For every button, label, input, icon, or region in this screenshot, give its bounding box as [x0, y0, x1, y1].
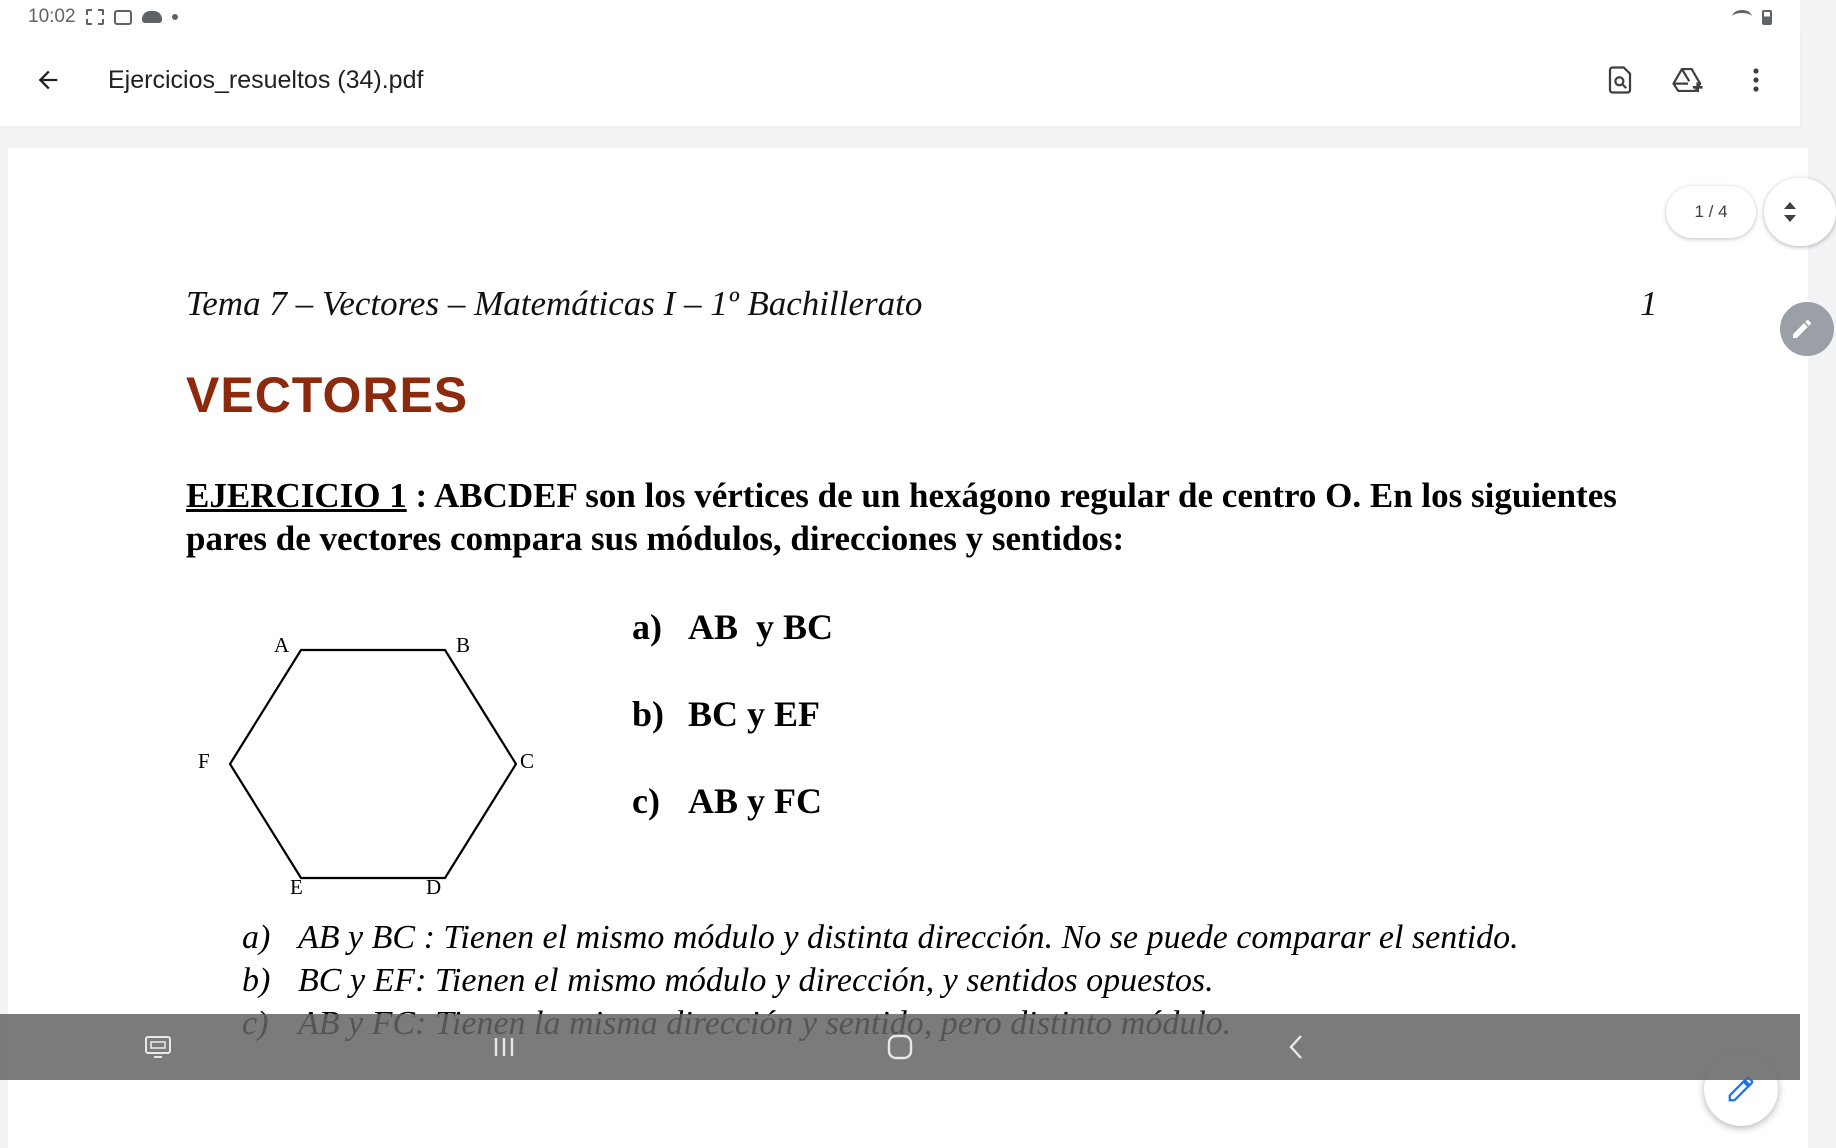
- more-vert-icon: [1752, 67, 1760, 93]
- page-counter: 1 / 4: [1666, 186, 1756, 238]
- keyboard-icon: [144, 1035, 172, 1059]
- back-button[interactable]: [20, 52, 76, 108]
- home-button[interactable]: [860, 1014, 940, 1080]
- chevron-left-icon: [1288, 1034, 1304, 1060]
- status-bar: [0, 0, 1800, 34]
- home-icon: [887, 1034, 913, 1060]
- scroll-arrows-icon: [1782, 198, 1798, 226]
- add-to-drive-icon: [1671, 65, 1705, 95]
- annotation-tab[interactable]: [1780, 302, 1834, 356]
- option-b: b) BC y EF: [632, 694, 821, 734]
- exercise-statement: [186, 474, 1646, 560]
- vertex-label-e: E: [290, 875, 303, 899]
- fast-scroll-handle[interactable]: [1764, 178, 1836, 246]
- wifi-icon: [1732, 10, 1752, 24]
- exercise-label: EJERCICIO 1: [186, 476, 407, 515]
- navigation-bar: [0, 1014, 1800, 1080]
- document-title: Ejercicios_resueltos (34).pdf: [108, 65, 424, 94]
- page-number: 1: [1640, 284, 1658, 323]
- pdf-viewer[interactable]: [0, 126, 1800, 1014]
- exercise-text: : ABCDEF son los vértices de un hexágono regular de centro O. En los siguientes pares de vectores compara sus módulos, direcciones y sentidos:: [186, 476, 1617, 558]
- app-bar: [0, 34, 1800, 126]
- find-in-page-icon: [1605, 65, 1635, 95]
- vertex-label-d: D: [426, 875, 442, 899]
- find-in-page-button[interactable]: [1596, 56, 1644, 104]
- recents-icon: [492, 1036, 516, 1058]
- page-header: Tema 7 – Vectores – Matemáticas I – 1º Bachillerato: [186, 284, 923, 323]
- vertex-label-c: C: [520, 749, 535, 773]
- battery-icon: [1762, 10, 1772, 25]
- back-nav-button[interactable]: [1256, 1014, 1336, 1080]
- clock: 10:02: [28, 6, 76, 27]
- document-heading: VECTORES: [186, 367, 469, 423]
- pdf-page: [8, 148, 1808, 1148]
- options-list: [632, 606, 833, 867]
- notification-dot-icon: [172, 14, 178, 20]
- answer-b: b) BC y EF: Tienen el mismo módulo y dirección, y sentidos opuestos.: [242, 962, 1214, 999]
- add-to-drive-button[interactable]: [1664, 56, 1712, 104]
- screen-record-icon: [86, 9, 104, 25]
- hexagon-figure: [184, 618, 544, 899]
- weather-icon: [142, 11, 162, 23]
- vertex-label-f: F: [198, 749, 210, 773]
- vertex-label-a: A: [274, 633, 290, 657]
- pencil-icon: [1790, 317, 1814, 341]
- back-arrow-icon: [34, 66, 62, 94]
- option-c: c) AB y FC: [632, 781, 822, 821]
- option-a: a) AB y BC: [632, 607, 834, 647]
- more-options-button[interactable]: [1732, 56, 1780, 104]
- screenshot-icon: [114, 10, 132, 25]
- vertex-label-b: B: [456, 633, 471, 657]
- answer-a: a) AB y BC : Tienen el mismo módulo y distinta dirección. No se puede comparar el sentido.: [242, 919, 1519, 956]
- recent-apps-button[interactable]: [464, 1014, 544, 1080]
- keyboard-switch-button[interactable]: [118, 1014, 198, 1080]
- hexagon-shape: [230, 650, 516, 878]
